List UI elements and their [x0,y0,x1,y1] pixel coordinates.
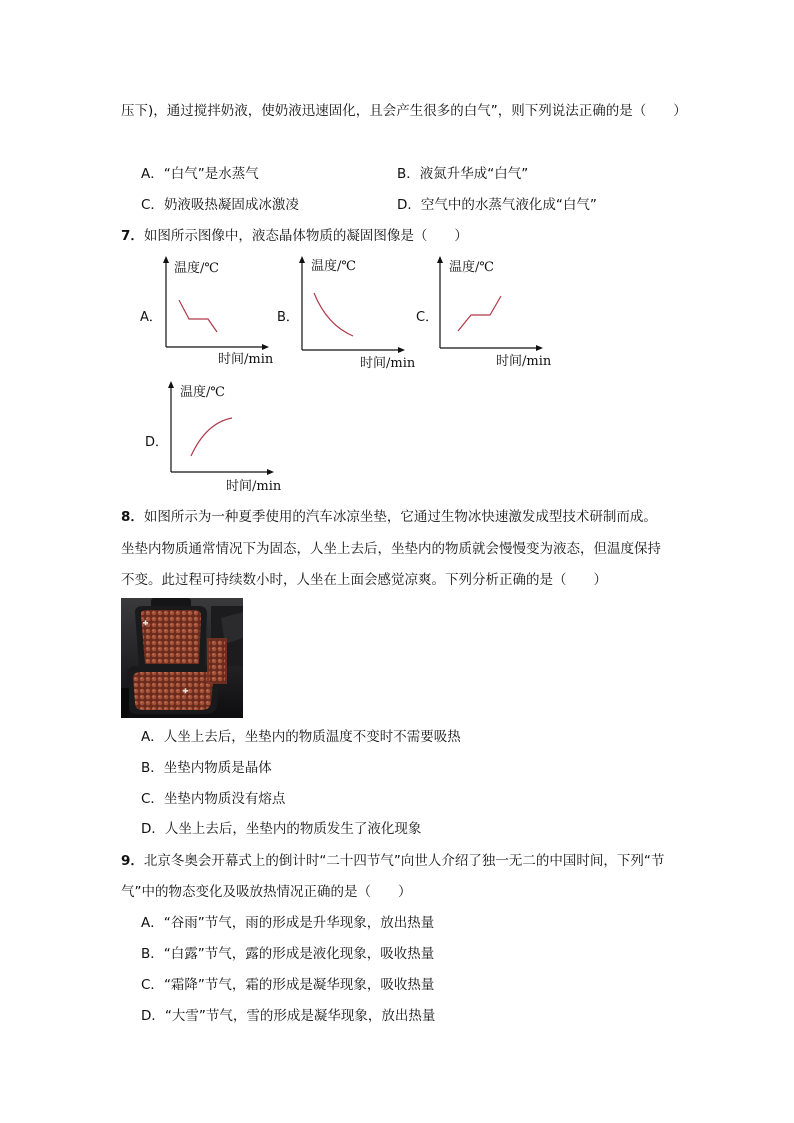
option-text: 人坐上去后，坐垫内的物质发生了液化现象 [164,821,422,837]
option-letter: C． [141,791,164,807]
option-letter: A． [141,915,164,931]
y-arrow [168,381,174,388]
heating-curve [458,296,501,331]
y-axis-label: 温度/℃ [449,260,494,275]
option-letter: B． [141,946,164,962]
q6-option-d [397,195,597,215]
q6-option-a [141,164,259,184]
y-arrow [163,256,169,263]
option-text: 奶液吸热凝固成冰激凌 [163,197,299,213]
q6-option-c [141,195,299,215]
option-letter: D． [141,821,165,837]
graph-a-letter: A． [140,310,162,325]
q9-option-d [141,1006,435,1026]
option-letter: B． [397,166,420,182]
option-text: “谷雨”节气，雨的形成是升华现象，放出热量 [163,915,435,931]
option-letter: A． [141,166,164,182]
graph-b-letter: B． [277,310,299,325]
question-number: 8． [121,509,144,525]
heating-curve [191,418,232,456]
x-axis-label: 时间/min [360,356,416,371]
q8-option-c [141,789,285,809]
option-text: “大雪”节气，雪的形成是凝华现象，放出热量 [164,1008,436,1024]
option-text: 空气中的水蒸气液化成“白气” [420,197,597,213]
option-text: “白气”是水蒸气 [163,166,259,182]
q8-option-d [141,819,421,839]
option-text: “白露”节气，露的形成是液化现象，吸收热量 [163,946,435,962]
question-text: 如图所示图像中，液态晶体物质的凝固图像是（ ） [143,228,468,244]
y-arrow [299,256,305,263]
seat-illustration [121,598,243,718]
graph-a-svg [158,255,283,370]
graph-b [294,255,419,373]
question-number: 9． [121,853,144,869]
q9-stem-line-2: 气”中的物态变化及吸放热情况正确的是（ ） [121,884,412,900]
car-seat-cushion-photo [121,598,243,718]
q9-option-b [141,944,434,964]
q8-option-a [141,727,461,747]
option-text: “霜降”节气，霜的形成是凝华现象，吸收热量 [163,977,435,993]
x-arrow [262,344,269,350]
graph-d-svg [163,380,288,495]
q8-stem-line-3: 不变。此过程可持续数小时，人坐在上面会感觉凉爽。下列分析正确的是（ ） [121,572,607,588]
option-text: 坐垫内物质没有熔点 [163,791,286,807]
option-text: 坐垫内物质是晶体 [163,760,272,776]
option-letter: D． [397,197,421,213]
x-arrow [536,345,543,351]
y-arrow [437,256,443,263]
cooling-curve [314,293,353,336]
option-letter: A． [141,729,164,745]
option-letter: C． [141,977,164,993]
graph-b-svg [294,255,419,373]
graph-c [432,255,557,370]
y-axis-label: 温度/℃ [311,259,356,274]
q7-stem [121,226,468,246]
q9-option-c [141,975,434,995]
q6-option-b [397,164,528,184]
x-axis-label: 时间/min [496,354,552,369]
option-letter: D． [141,1008,165,1024]
graph-c-svg [432,255,557,370]
q8-stem-line-1 [121,507,657,527]
x-arrow [267,469,274,475]
graph-a [158,255,283,370]
question-text: 北京冬奥会开幕式上的倒计时“二十四节气”向世人介绍了独一无二的中国时间，下列“节 [143,853,665,869]
option-text: 人坐上去后，坐垫内的物质温度不变时不需要吸热 [163,729,461,745]
q9-stem-line-1 [121,851,664,871]
graph-d-letter: D． [145,435,169,450]
graph-d [163,380,288,495]
option-text: 液氮升华成“白气” [419,166,529,182]
y-axis-label: 温度/℃ [174,261,219,276]
question-text: 如图所示为一种夏季使用的汽车冰凉坐垫，它通过生物冰快速激发成型技术研制而成。 [143,509,657,525]
x-axis-label: 时间/min [226,479,282,494]
option-letter: C． [141,197,164,213]
x-arrow [398,347,405,353]
q8-option-b [141,758,272,778]
question-number: 7． [121,228,144,244]
y-axis-label: 温度/℃ [180,385,225,400]
q6-stem-tail: 压下)，通过搅拌奶液，使奶液迅速固化，且会产生很多的白气”，则下列说法正确的是（ ） [121,103,687,119]
option-letter: B． [141,760,164,776]
q8-stem-line-2: 坐垫内物质通常情况下为固态，人坐上去后，坐垫内的物质就会慢慢变为液态，但温度保持 [121,541,661,557]
q9-option-a [141,913,434,933]
graph-c-letter: C． [416,310,439,325]
cooling-curve [179,300,217,332]
x-axis-label: 时间/min [218,352,274,367]
